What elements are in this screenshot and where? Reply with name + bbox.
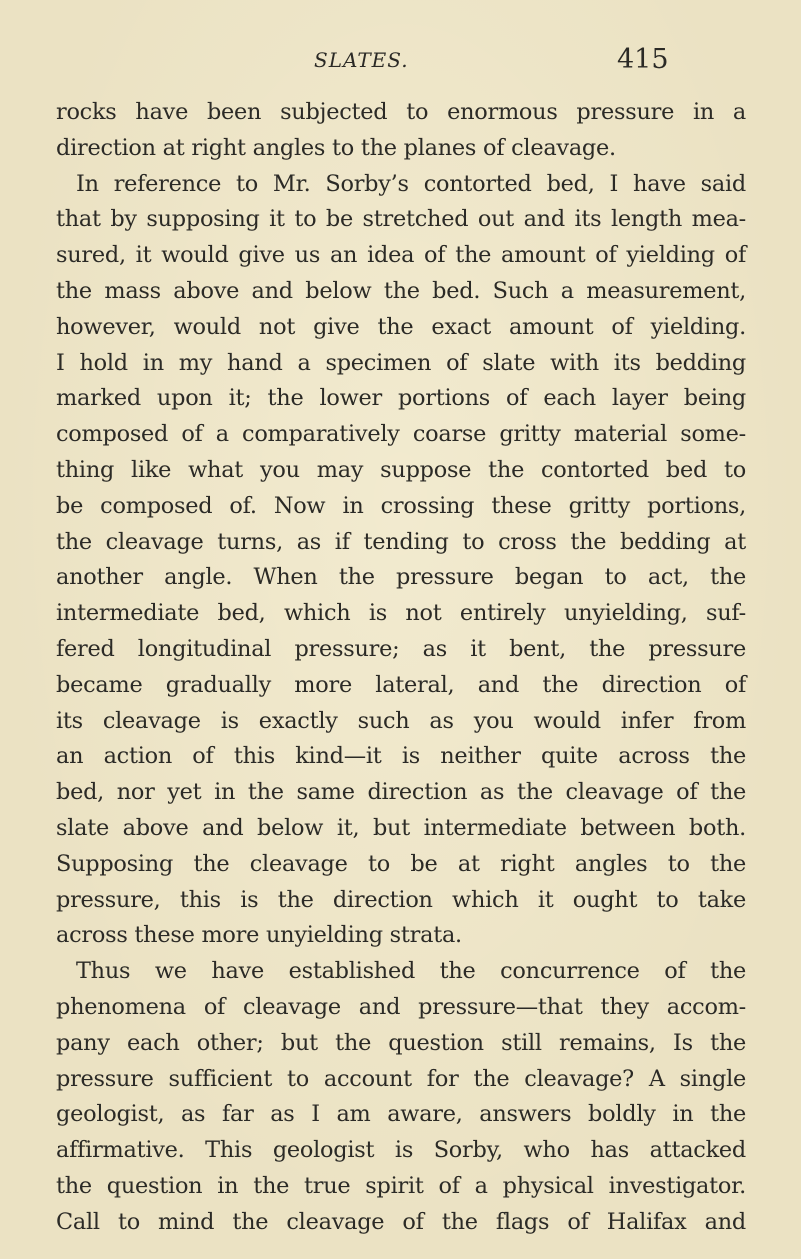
- text-line: an action of this kind—it is neither quite across the: [56, 743, 746, 770]
- text-line: became gradually more lateral, and the direction of: [56, 671, 746, 698]
- text-line: thing like what you may suppose the contorted bed to: [56, 456, 746, 483]
- text-line: however, would not give the exact amount of yielding.: [56, 313, 746, 340]
- text-line: be composed of. Now in crossing these gritty portions,: [56, 492, 746, 519]
- text-line: Supposing the cleavage to be at right angles to the: [56, 850, 746, 877]
- text-line: the cleavage turns, as if tending to cross the bedding at: [56, 528, 746, 555]
- text-line: bed, nor yet in the same direction as the cleavage of the: [56, 779, 746, 806]
- text-line: its cleavage is exactly such as you would infer from: [56, 707, 746, 734]
- text-line: geologist, as far as I am aware, answers boldly in the: [56, 1101, 746, 1128]
- body-text: [56, 95, 746, 1241]
- running-title: SLATES.: [314, 48, 409, 72]
- text-line: direction at right angles to the planes of cleavage.: [56, 134, 616, 161]
- text-line: the question in the true spirit of a physical investigator.: [56, 1172, 746, 1199]
- text-line: slate above and below it, but intermediate between both.: [56, 814, 746, 841]
- text-line: intermediate bed, which is not entirely unyielding, suf-: [56, 600, 746, 627]
- text-line: across these more unyielding strata.: [56, 922, 462, 949]
- text-line: fered longitudinal pressure; as it bent, the pressure: [56, 635, 746, 662]
- running-head: [0, 44, 801, 84]
- text-line: marked upon it; the lower portions of each layer being: [56, 385, 746, 412]
- text-line: pany each other; but the question still remains, Is the: [56, 1029, 746, 1056]
- text-line: composed of a comparatively coarse gritty material some-: [56, 421, 746, 448]
- text-line: another angle. When the pressure began to act, the: [56, 564, 746, 591]
- page-number: 415: [617, 44, 669, 75]
- text-line: rocks have been subjected to enormous pressure in a: [56, 99, 746, 125]
- text-line: Thus we have established the concurrence of the: [76, 958, 746, 985]
- text-line: In reference to Mr. Sorby’s contorted bed, I have said: [76, 170, 746, 197]
- text-line: sured, it would give us an idea of the amount of yielding of: [56, 242, 746, 269]
- text-line: pressure, this is the direction which it ought to take: [56, 886, 746, 913]
- text-line: affirmative. This geologist is Sorby, who has attacked: [56, 1137, 746, 1164]
- text-line: I hold in my hand a specimen of slate with its bedding: [56, 349, 746, 376]
- text-line: the mass above and below the bed. Such a measurement,: [56, 277, 746, 304]
- text-line: that by supposing it to be stretched out and its length mea-: [56, 206, 746, 233]
- text-line: phenomena of cleavage and pressure—that they accom-: [56, 993, 746, 1020]
- text-line: pressure sufficient to account for the cleavage? A single: [56, 1065, 746, 1092]
- text-line: Call to mind the cleavage of the flags of Halifax and: [56, 1208, 746, 1235]
